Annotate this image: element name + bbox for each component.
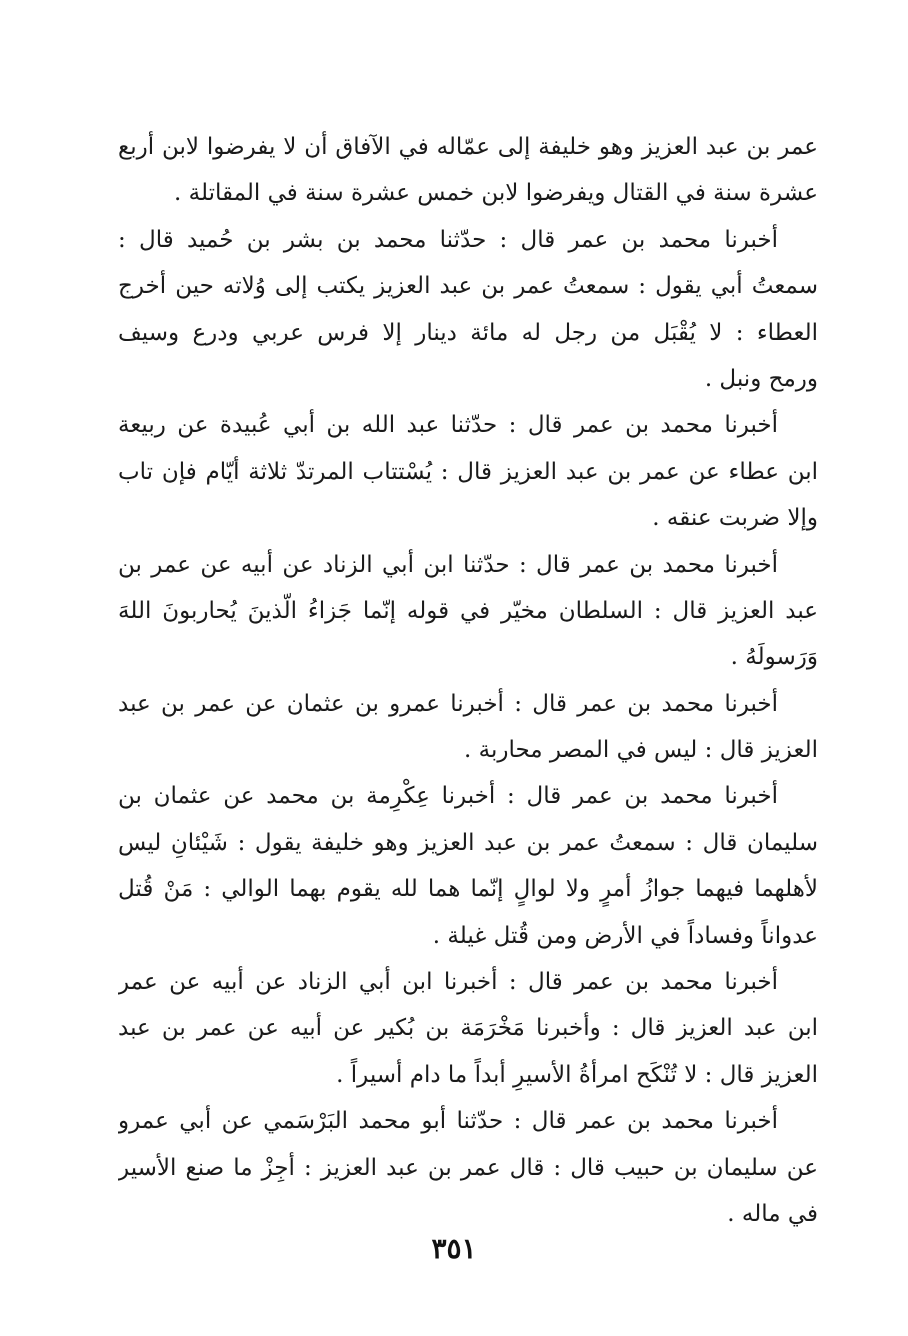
text-line: سمعتُ أبي يقول : سمعتُ عمر بن عبد العزيز يكتب إلى وُلاته حين أخرج [118, 273, 818, 300]
page-body-text [118, 124, 818, 1237]
text-line: أخبرنا محمد بن عمر قال : أخبرنا عمرو بن عثمان عن عمر بن عبد [118, 690, 778, 717]
text-line: العزيز قال : لا تُنْكَح امرأةُ الأسيرِ أبداً ما دام أسيراً . [336, 1061, 818, 1088]
text-line: سليمان قال : سمعتُ عمر بن عبد العزيز وهو خليفة يقول : شَيْئانِ ليس [118, 829, 818, 856]
text-line: أخبرنا محمد بن عمر قال : أخبرنا عِكْرِمة بن محمد عن عثمان بن [118, 783, 778, 810]
text-line: أخبرنا محمد بن عمر قال : حدّثنا ابن أبي الزناد عن أبيه عن عمر بن [118, 551, 778, 578]
text-line: عن سليمان بن حبيب قال : قال عمر بن عبد العزيز : أجِزْ ما صنع الأسير [118, 1154, 818, 1181]
text-line: عشرة سنة في القتال ويفرضوا لابن خمس عشرة سنة في المقاتلة . [174, 180, 818, 207]
text-line: أخبرنا محمد بن عمر قال : أخبرنا ابن أبي الزناد عن أبيه عن عمر [118, 969, 778, 996]
page-number: ٣٥١ [431, 1232, 477, 1265]
text-line: عبد العزيز قال : السلطان مخيّر في قوله إنّما جَزاءُ الّذينَ يُحاربونَ اللهَ [118, 597, 818, 624]
text-line: ورمح ونبل . [704, 365, 818, 392]
text-line: وَرَسولَهُ . [730, 644, 818, 671]
text-line: عمر بن عبد العزيز وهو خليفة إلى عمّاله في الآفاق أن لا يفرضوا لابن أربع [118, 134, 818, 160]
text-line: في ماله . [727, 1200, 818, 1227]
text-line: وإلا ضربت عنقه . [652, 505, 818, 532]
text-line: أخبرنا محمد بن عمر قال : حدّثنا عبد الله بن أبي عُبيدة عن ربيعة [118, 412, 778, 439]
text-line: أخبرنا محمد بن عمر قال : حدّثنا أبو محمد البَرْسَمي عن أبي عمرو [118, 1108, 778, 1135]
text-line: لأهلهما فيهما جوازُ أمرٍ ولا لوالٍ إنّما هما لله يقوم بهما الوالي : مَنْ قُتل [118, 876, 818, 903]
text-line: أخبرنا محمد بن عمر قال : حدّثنا محمد بن بشر بن حُميد قال : [118, 226, 778, 253]
text-line: عدواناً وفساداً في الأرض ومن قُتل غيلة . [432, 922, 818, 949]
text-line: ابن عطاء عن عمر بن عبد العزيز قال : يُسْتتاب المرتدّ ثلاثة أيّام فإن تاب [118, 458, 818, 485]
text-line: العزيز قال : ليس في المصر محاربة . [463, 737, 818, 764]
text-line: العطاء : لا يُقْبَل من رجل له مائة دينار إلا فرس عربي ودرع وسيف [118, 319, 818, 346]
text-line: ابن عبد العزيز قال : وأخبرنا مَخْرَمَة بن بُكير عن أبيه عن عمر بن عبد [118, 1015, 818, 1042]
